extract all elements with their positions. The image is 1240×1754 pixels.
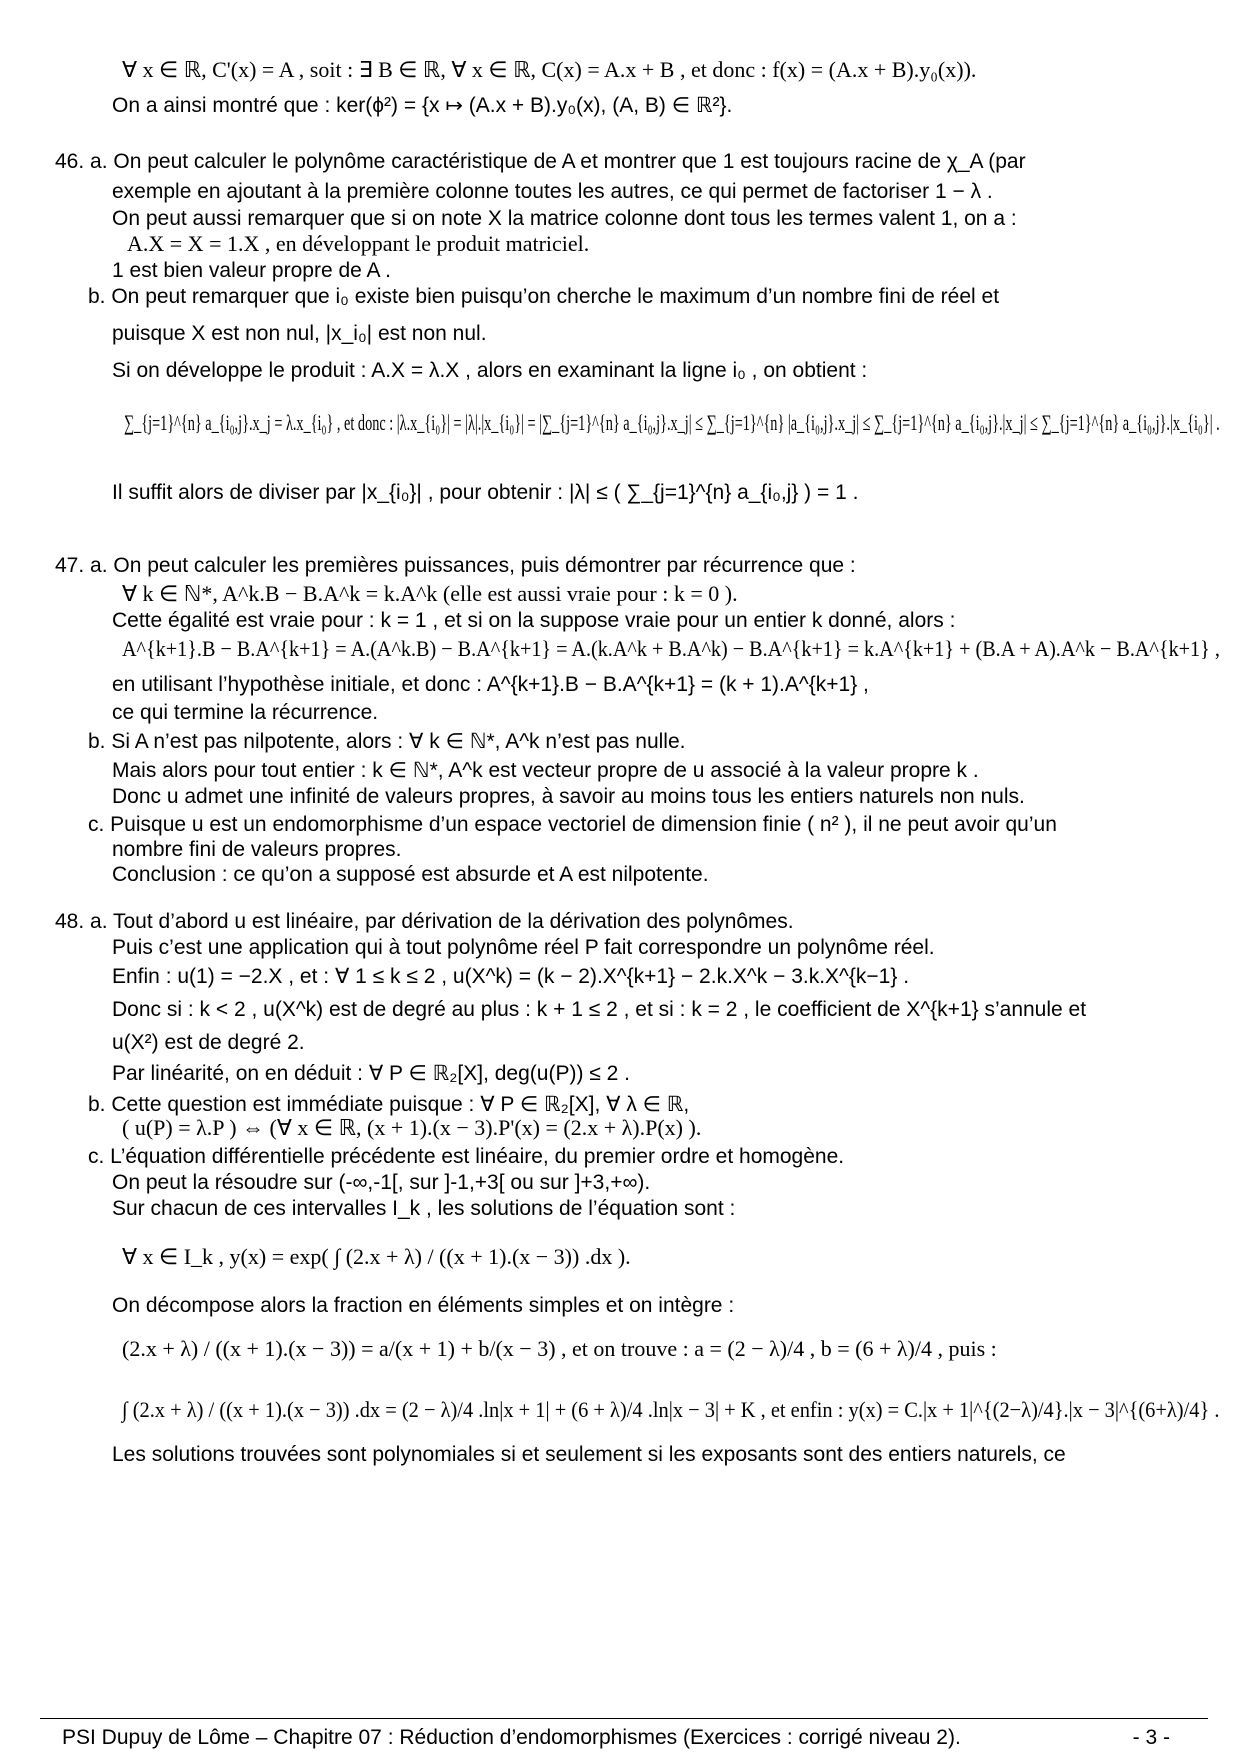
formula-partial-fractions: (2.x + λ) / ((x + 1).(x − 3)) = a/(x + 1) + b/(x − 3) , et on trouve : a = (2 − λ)/4 , b = (6 + λ)/4 , puis : [122,1336,997,1361]
exercise-48-b: b. Cette question est immédiate puisque : ∀ P ∈ ℝ₂[X], ∀ λ ∈ ℝ, [88,1093,690,1116]
text-line-6: A.X = X = 1.X , en développant le produit matriciel. [127,231,590,256]
text-line-1: ∀ x ∈ ℝ, C'(x) = A , soit : ∃ B ∈ ℝ, ∀ x ∈ ℝ, C(x) = A.x + B , et donc : f(x) = (A.x + B).y₀(x)). [122,57,977,82]
text-line-37: On décompose alors la fraction en éléments simples et on intègre : [112,1294,735,1317]
text-line-26: Puis c’est une application qui à tout polynôme réel P fait correspondre un polynôme réel. [112,936,935,959]
text-line-32: ( u(P) = λ.P ) ⇔ (∀ x ∈ ℝ, (x + 1).(x − 3).P'(x) = (2.x + λ).P(x) ). [122,1115,702,1140]
formula-sum-inequality: ∑_{j=1}^{n} a_{i₀,j}.x_j = λ.x_{i₀} , et donc : |λ.x_{i₀}| = |λ|.|x_{i₀}| = |∑_{j=1}^{n} a_{i₀,j}.x_j| ≤ ∑_{j=1}^{n} |a_{i₀,j}.x_j| ≤ ∑_{j=1}^{n} a_{i₀,j}.|x_j| ≤ ∑_{j=1}^{n} a_{i₀,j}.|x_{i₀}| . [124,410,1220,435]
text-line-27: Enfin : u(1) = −2.X , et : ∀ 1 ≤ k ≤ 2 , u(X^k) = (k − 2).X^{k+1} − 2.k.X^k − 3.k.X^{k−1} . [112,965,910,988]
footer-divider [40,1718,1208,1719]
text-line-28: Donc si : k < 2 , u(X^k) est de degré au plus : k + 1 ≤ 2 , et si : k = 2 , le coefficient de X^{k+1} s’annule et [112,998,1087,1021]
exercise-46-a: 46. a. On peut calculer le polynôme caractéristique de A et montrer que 1 est toujours racine de χ_A (par [55,150,1026,173]
exercise-47-a: 47. a. On peut calculer les premières puissances, puis démontrer par récurrence que : [55,554,856,577]
page-number: - 3 - [1132,1726,1170,1749]
text-line-29: u(X²) est de degré 2. [112,1031,305,1054]
text-line-12: Il suffit alors de diviser par |x_{i₀}| , pour obtenir : |λ| ≤ ( ∑_{j=1}^{n} a_{i₀,j} ) = 1 . [112,481,859,504]
text-line-18: ce qui termine la récurrence. [112,701,379,724]
text-line-9: puisque X est non nul, |x_i₀| est non nul. [112,322,487,345]
text-line-17: en utilisant l’hypothèse initiale, et donc : A^{k+1}.B − B.A^{k+1} = (k + 1).A^{k+1} , [112,673,869,696]
text-line-30: Par linéarité, on en déduit : ∀ P ∈ ℝ₂[X], deg(u(P)) ≤ 2 . [112,1062,630,1085]
exercise-47-b: b. Si A n’est pas nilpotente, alors : ∀ k ∈ ℕ*, A^k n’est pas nulle. [88,730,686,753]
formula-integral-solution: ∫ (2.x + λ) / ((x + 1).(x − 3)) .dx = (2 − λ)/4 .ln|x + 1| + (6 + λ)/4 .ln|x − 3| + K , et enfin : y(x) = C.|x + 1|^{(2−λ)/4}.|x − 3|^{(6+λ)/4} . [122,1397,1220,1422]
exercise-46-b: b. On peut remarquer que i₀ existe bien puisqu’on cherche le maximum d’un nombre fini de réel et [88,285,1000,308]
exercise-47-c: c. Puisque u est un endomorphisme d’un espace vectoriel de dimension finie ( n² ), il ne peut avoir qu’un [88,813,1057,836]
text-line-5: On peut aussi remarquer que si on note X la matrice colonne dont tous les termes valent 1, on a : [112,207,1017,230]
exercise-48-a: 48. a. Tout d’abord u est linéaire, par dérivation de la dérivation des polynômes. [55,910,794,933]
text-line-14: ∀ k ∈ ℕ*, A^k.B − B.A^k = k.A^k (elle est aussi vraie pour : k = 0 ). [122,581,738,606]
text-line-23: nombre fini de valeurs propres. [112,838,402,861]
text-line-34: On peut la résoudre sur (-∞,-1[, sur ]-1,+3[ ou sur ]+3,+∞). [112,1171,651,1194]
formula-recurrence: A^{k+1}.B − B.A^{k+1} = A.(A^k.B) − B.A^{k+1} = A.(k.A^k + B.A^k) − B.A^{k+1} = k.A^{k+1} + (B.A + A).A^k − B.A^{k+1} , [122,636,1220,661]
text-line-10: Si on développe le produit : A.X = λ.X , alors en examinant la ligne i₀ , on obtient : [112,359,868,382]
text-line-24: Conclusion : ce qu’on a supposé est absurde et A est nilpotente. [112,863,709,886]
text-line-21: Donc u admet une infinité de valeurs propres, à savoir au moins tous les entiers naturels non nuls. [112,785,1025,808]
text-line-20: Mais alors pour tout entier : k ∈ ℕ*, A^k est vecteur propre de u associé à la valeur propre k . [112,759,979,782]
text-line-35: Sur chacun de ces intervalles I_k , les solutions de l’équation sont : [112,1197,736,1220]
text-line-40: Les solutions trouvées sont polynomiales si et seulement si les exposants sont des entiers naturels, ce [112,1443,1066,1466]
footer-title: PSI Dupuy de Lôme – Chapitre 07 : Réduction d’endomorphismes (Exercices : corrigé niveau 2). [62,1726,961,1749]
exercise-48-c: c. L’équation différentielle précédente est linéaire, du premier ordre et homogène. [88,1145,845,1168]
text-line-7: 1 est bien valeur propre de A . [112,259,392,282]
formula-exp-integral: ∀ x ∈ I_k , y(x) = exp( ∫ (2.x + λ) / ((x + 1).(x − 3)) .dx ). [122,1244,631,1269]
text-line-2: On a ainsi montré que : ker(ϕ²) = {x ↦ (A.x + B).y₀(x), (A, B) ∈ ℝ²}. [112,94,733,117]
text-line-4: exemple en ajoutant à la première colonne toutes les autres, ce qui permet de factoriser 1 − λ . [112,180,993,203]
text-line-15: Cette égalité est vraie pour : k = 1 , et si on la suppose vraie pour un entier k donné, alors : [112,609,956,632]
